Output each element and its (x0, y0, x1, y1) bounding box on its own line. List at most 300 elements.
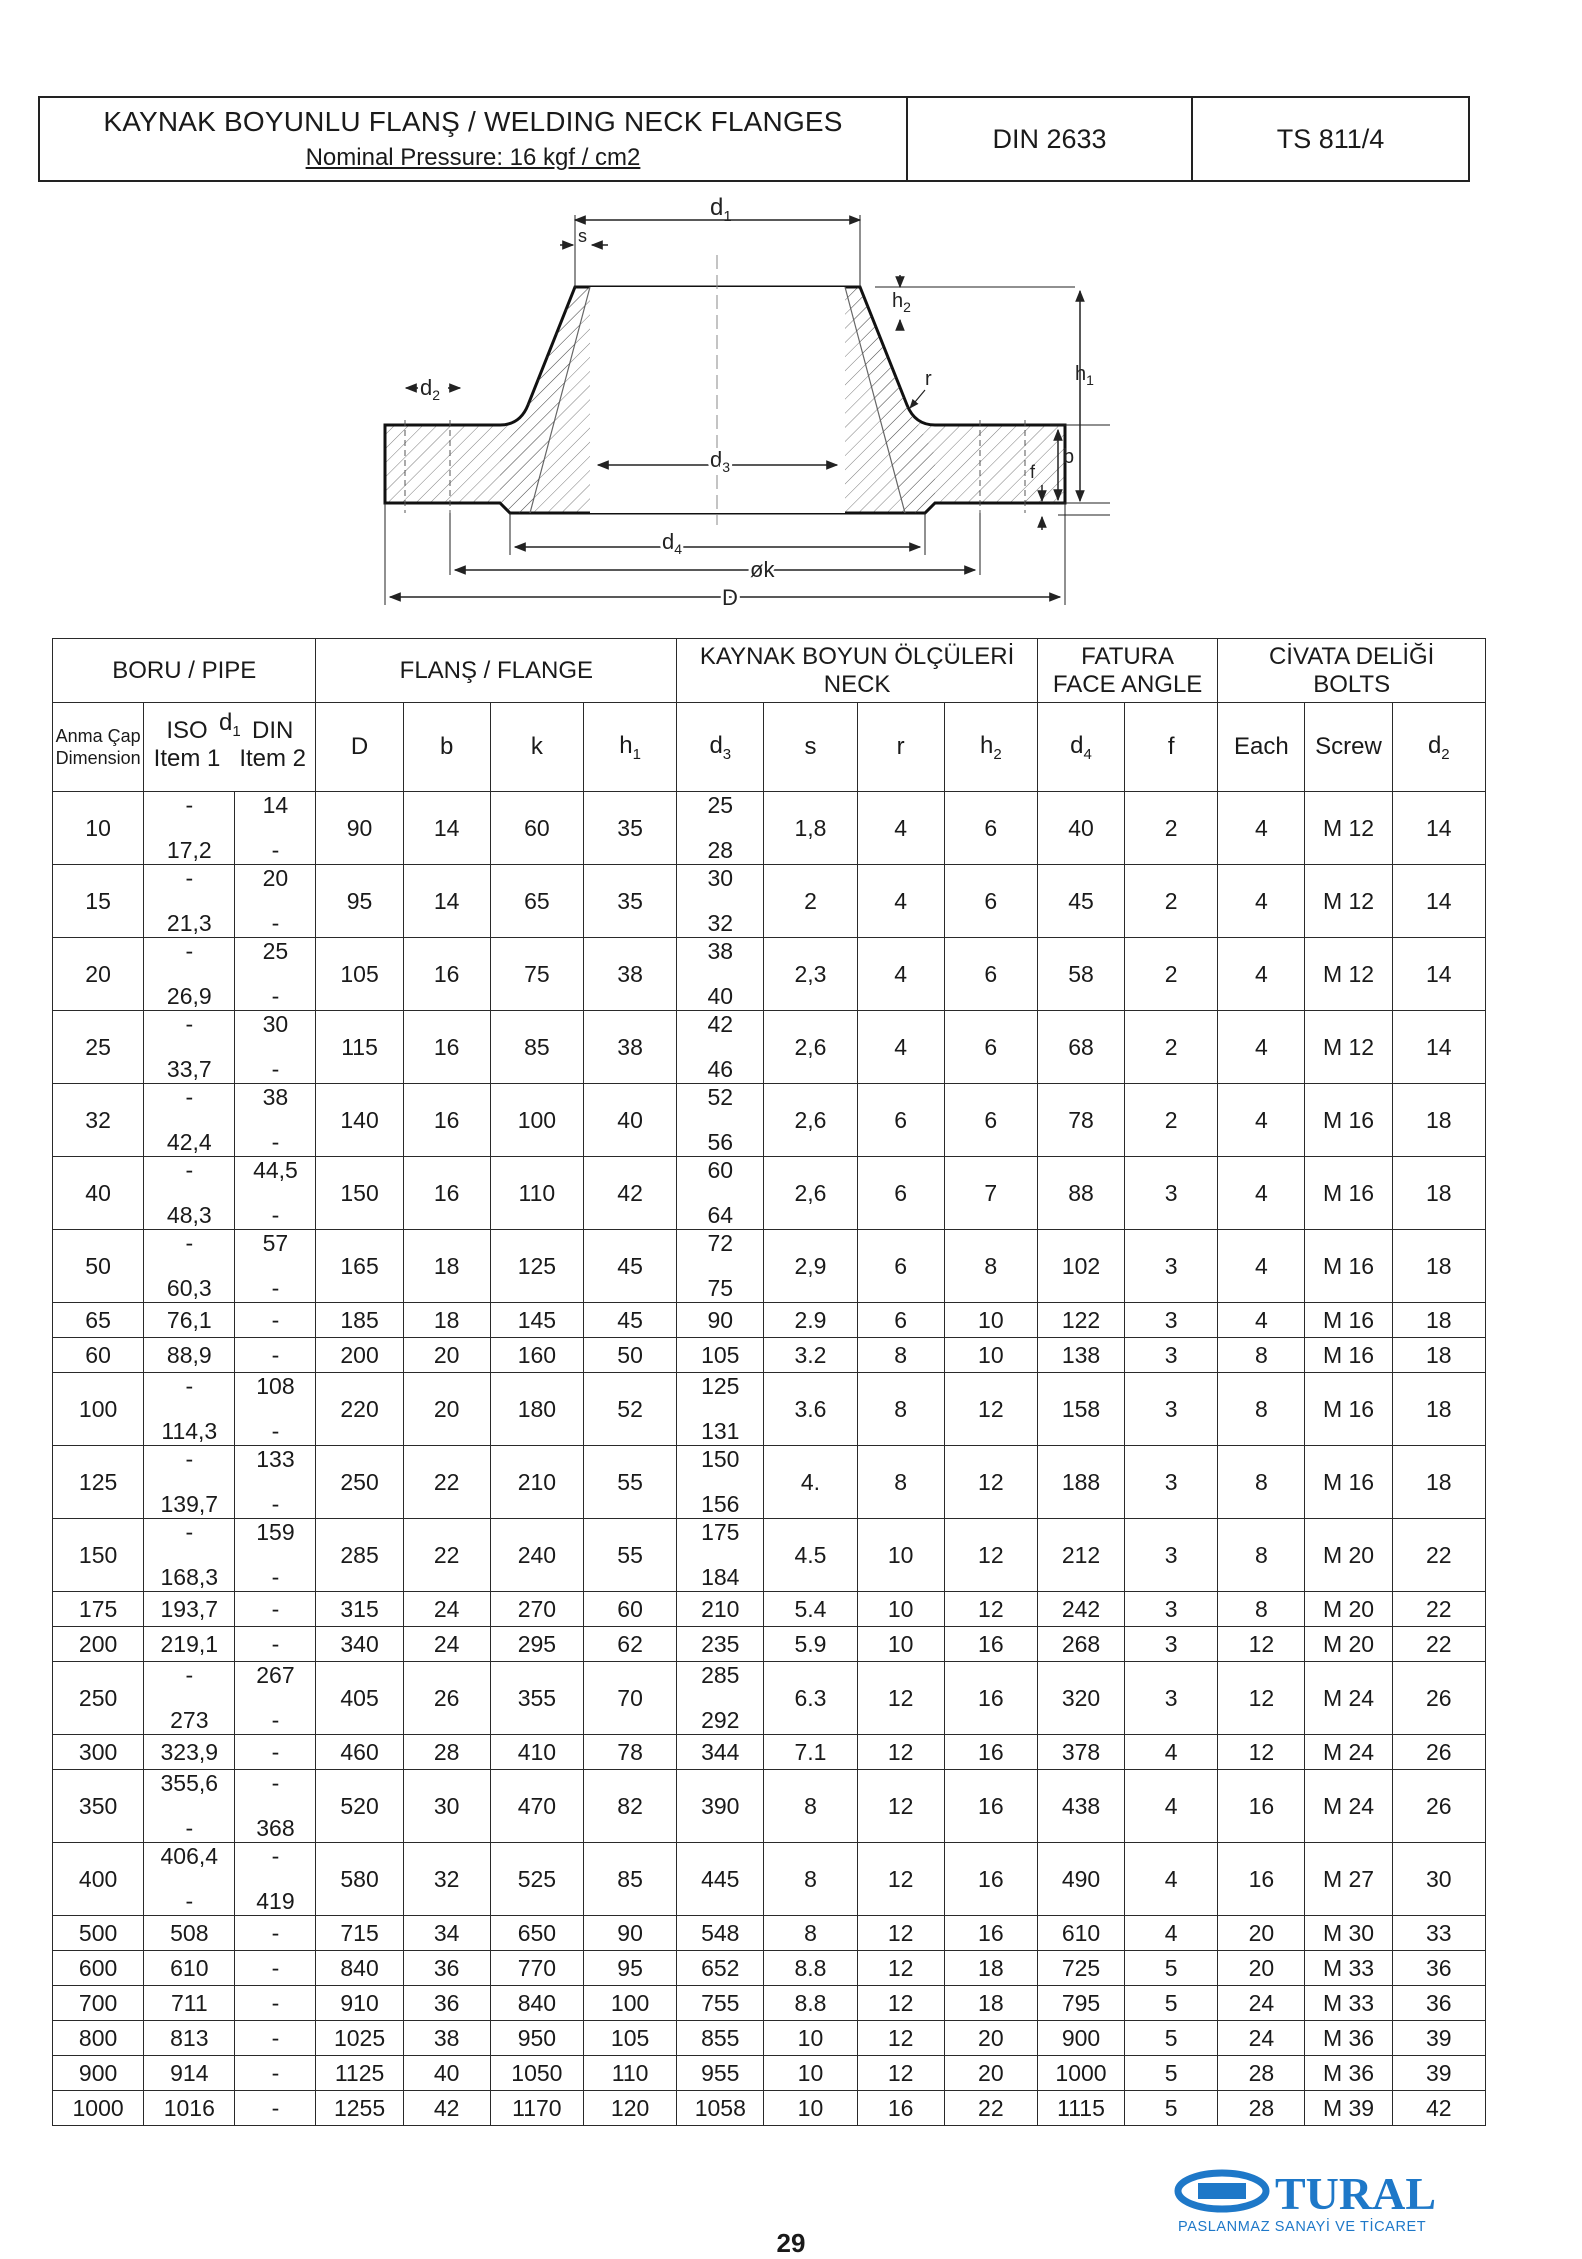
cell-D: 250 (316, 1446, 403, 1519)
cell-D: 90 (316, 792, 403, 865)
cell-din-stack (235, 1157, 315, 1229)
cell-d3: 390 (677, 1770, 764, 1843)
cell-s: 8 (764, 1843, 857, 1916)
cell-screw: M 12 (1305, 1011, 1392, 1084)
cell-D: 460 (316, 1735, 403, 1770)
col-dimension (53, 703, 144, 792)
cell-D: 840 (316, 1951, 403, 1986)
cell-D: 150 (316, 1157, 403, 1230)
cell-iso-top: - (185, 938, 194, 964)
cell-f: 5 (1125, 2021, 1218, 2056)
cell-d3: 210 (677, 1592, 764, 1627)
cell-iso: 508 (144, 1916, 235, 1951)
cell-f: 4 (1125, 1735, 1218, 1770)
cell-screw: M 16 (1305, 1338, 1392, 1373)
cell-d4: 68 (1037, 1011, 1124, 1084)
table-row (53, 1592, 1486, 1627)
cell-d3 (677, 1662, 764, 1735)
d2-subscript: 2 (1441, 745, 1450, 763)
d2-symbol: d (1427, 731, 1442, 759)
group-neck (677, 639, 1038, 703)
cell-each: 4 (1218, 865, 1305, 938)
cell-dn: 25 (53, 1011, 144, 1084)
cell-s: 8 (764, 1916, 857, 1951)
table-row (53, 1986, 1486, 2021)
cell-b: 24 (403, 1592, 490, 1627)
cell-din-stack (235, 1230, 315, 1302)
cell-f: 5 (1125, 2056, 1218, 2091)
cell-d4: 242 (1037, 1592, 1124, 1627)
cell-din-top: 25 (262, 938, 289, 964)
cell-d2: 14 (1392, 938, 1485, 1011)
cell-each: 8 (1218, 1519, 1305, 1592)
col-din: DIN (251, 717, 294, 744)
cell-h1: 110 (583, 2056, 676, 2091)
cell-r: 12 (857, 1662, 944, 1735)
cell-screw: M 16 (1305, 1084, 1392, 1157)
cell-b: 40 (403, 2056, 490, 2091)
cell-r: 6 (857, 1303, 944, 1338)
cell-D: 115 (316, 1011, 403, 1084)
cell-din: - (235, 1338, 316, 1373)
d1-symbol: d (218, 709, 233, 736)
h2-subscript: 2 (993, 745, 1002, 763)
cell-k: 60 (490, 792, 583, 865)
cell-b: 16 (403, 938, 490, 1011)
cell-D: 1125 (316, 2056, 403, 2091)
cell-k: 75 (490, 938, 583, 1011)
cell-k: 355 (490, 1662, 583, 1735)
cell-f: 3 (1125, 1303, 1218, 1338)
cell-iso-bottom: 273 (170, 1707, 209, 1733)
cell-r: 16 (857, 2091, 944, 2126)
cell-s: 7.1 (764, 1735, 857, 1770)
cell-screw: M 16 (1305, 1303, 1392, 1338)
group-face (1037, 639, 1217, 703)
cell-k: 1170 (490, 2091, 583, 2126)
cell-d3-bottom: 131 (701, 1418, 740, 1444)
table-row (53, 1916, 1486, 1951)
cell-d4: 1115 (1037, 2091, 1124, 2126)
cell-iso (144, 792, 235, 865)
cell-iso-stack (144, 1446, 234, 1518)
cell-d4: 795 (1037, 1986, 1124, 2021)
cell-din (235, 792, 316, 865)
cell-k: 525 (490, 1843, 583, 1916)
cell-din-stack (235, 792, 315, 864)
cell-h2: 6 (944, 938, 1037, 1011)
table-row (53, 2021, 1486, 2056)
cell-h2: 6 (944, 1084, 1037, 1157)
cell-f: 3 (1125, 1592, 1218, 1627)
cell-iso-top: - (185, 1084, 194, 1110)
cell-d3-stack (677, 1373, 763, 1445)
cell-D: 1255 (316, 2091, 403, 2126)
col-dimension-en: Dimension (55, 748, 141, 768)
cell-k: 160 (490, 1338, 583, 1373)
cell-b: 16 (403, 1157, 490, 1230)
cell-s: 8.8 (764, 1986, 857, 2021)
cell-r: 12 (857, 1735, 944, 1770)
cell-r: 12 (857, 1986, 944, 2021)
cell-d2: 26 (1392, 1735, 1485, 1770)
cell-h1: 40 (583, 1084, 676, 1157)
cell-each: 12 (1218, 1662, 1305, 1735)
cell-f: 3 (1125, 1446, 1218, 1519)
group-neck-tr: KAYNAK BOYUN ÖLÇÜLERİ (699, 642, 1015, 670)
cell-each: 24 (1218, 2021, 1305, 2056)
cell-din: - (235, 2021, 316, 2056)
cell-b: 36 (403, 1986, 490, 2021)
cell-h1: 38 (583, 938, 676, 1011)
cell-iso-top: - (185, 1157, 194, 1183)
cell-h2: 16 (944, 1662, 1037, 1735)
cell-d3 (677, 1519, 764, 1592)
cell-h2: 12 (944, 1592, 1037, 1627)
tural-logo (1170, 2165, 1492, 2235)
cell-r: 6 (857, 1157, 944, 1230)
cell-each: 4 (1218, 1011, 1305, 1084)
table-row (53, 1084, 1486, 1157)
table-row (53, 1303, 1486, 1338)
cell-b: 26 (403, 1662, 490, 1735)
cell-din-stack (235, 1011, 315, 1083)
cell-d2: 18 (1392, 1446, 1485, 1519)
cell-f: 5 (1125, 1986, 1218, 2021)
cell-d2: 18 (1392, 1157, 1485, 1230)
label-h2: $h_2$ (892, 290, 911, 315)
cell-h2: 10 (944, 1338, 1037, 1373)
cell-din (235, 938, 316, 1011)
cell-each: 4 (1218, 792, 1305, 865)
cell-d2: 22 (1392, 1519, 1485, 1592)
cell-din-bottom: - (271, 1491, 280, 1517)
cell-k: 1050 (490, 2056, 583, 2091)
cell-d3-bottom: 56 (707, 1129, 734, 1155)
cell-D: 200 (316, 1338, 403, 1373)
col-k: k (490, 703, 583, 792)
cell-d3: 344 (677, 1735, 764, 1770)
cell-dn: 500 (53, 1916, 144, 1951)
group-pipe: BORU / PIPE (53, 639, 316, 703)
cell-din: - (235, 2056, 316, 2091)
label-d2: $d_2$ (420, 375, 441, 403)
cell-each: 4 (1218, 1303, 1305, 1338)
cell-d4: 58 (1037, 938, 1124, 1011)
cell-d3: 105 (677, 1338, 764, 1373)
cell-iso: 914 (144, 2056, 235, 2091)
cell-h1: 52 (583, 1373, 676, 1446)
cell-dn: 50 (53, 1230, 144, 1303)
cell-h1: 105 (583, 2021, 676, 2056)
cell-h1: 38 (583, 1011, 676, 1084)
col-iso-item: Item 1 (153, 745, 221, 772)
cell-k: 840 (490, 1986, 583, 2021)
cell-h2: 18 (944, 1951, 1037, 1986)
group-face-en: FACE ANGLE (1052, 670, 1203, 698)
cell-r: 12 (857, 1916, 944, 1951)
cell-h2: 16 (944, 1843, 1037, 1916)
cell-b: 18 (403, 1303, 490, 1338)
cell-each: 20 (1218, 1951, 1305, 1986)
cell-D: 520 (316, 1770, 403, 1843)
cell-din-top: - (271, 1770, 280, 1796)
cell-d4: 490 (1037, 1843, 1124, 1916)
cell-h1: 60 (583, 1592, 676, 1627)
group-bolts-en: BOLTS (1313, 670, 1391, 698)
cell-h1: 62 (583, 1627, 676, 1662)
cell-din-top: 133 (256, 1446, 295, 1472)
cell-b: 24 (403, 1627, 490, 1662)
cell-h2: 16 (944, 1735, 1037, 1770)
cell-iso: 88,9 (144, 1338, 235, 1373)
cell-iso-stack (144, 1230, 234, 1302)
cell-h1: 120 (583, 2091, 676, 2126)
cell-iso: 219,1 (144, 1627, 235, 1662)
cell-D: 185 (316, 1303, 403, 1338)
cell-h2: 12 (944, 1373, 1037, 1446)
cell-h2: 16 (944, 1916, 1037, 1951)
cell-f: 5 (1125, 2091, 1218, 2126)
flange-cross-section (370, 195, 1200, 615)
cell-iso-top: 406,4 (160, 1843, 219, 1869)
cell-d2: 33 (1392, 1916, 1485, 1951)
cell-f: 3 (1125, 1230, 1218, 1303)
cell-din-bottom: - (271, 1275, 280, 1301)
h1-symbol: h (619, 731, 633, 759)
cell-s: 1,8 (764, 792, 857, 865)
cell-dn: 175 (53, 1592, 144, 1627)
cell-r: 12 (857, 1843, 944, 1916)
table-row (53, 2091, 1486, 2126)
cell-s: 8.8 (764, 1951, 857, 1986)
cell-screw: M 36 (1305, 2056, 1392, 2091)
cell-iso-stack (144, 865, 234, 937)
cell-h2: 10 (944, 1303, 1037, 1338)
table-row (53, 1770, 1486, 1843)
cell-f: 5 (1125, 1951, 1218, 1986)
cell-b: 42 (403, 2091, 490, 2126)
cell-d2: 39 (1392, 2056, 1485, 2091)
cell-iso: 76,1 (144, 1303, 235, 1338)
col-r: r (857, 703, 944, 792)
cell-iso: 610 (144, 1951, 235, 1986)
cell-r: 10 (857, 1592, 944, 1627)
cell-k: 770 (490, 1951, 583, 1986)
cell-f: 3 (1125, 1662, 1218, 1735)
table-row (53, 792, 1486, 865)
cell-dn: 65 (53, 1303, 144, 1338)
cell-iso (144, 1230, 235, 1303)
cell-each: 8 (1218, 1373, 1305, 1446)
column-header-row (53, 703, 1486, 792)
cell-d4: 88 (1037, 1157, 1124, 1230)
cell-din-stack (235, 1519, 315, 1591)
cell-dn: 200 (53, 1627, 144, 1662)
cell-each: 8 (1218, 1446, 1305, 1519)
cell-iso-bottom: - (185, 1888, 194, 1914)
cell-dn: 1000 (53, 2091, 144, 2126)
cell-d3: 1058 (677, 2091, 764, 2126)
cell-d3 (677, 1446, 764, 1519)
cell-din-bottom: - (271, 983, 280, 1009)
cell-d2: 22 (1392, 1592, 1485, 1627)
cell-s: 2,3 (764, 938, 857, 1011)
cell-b: 14 (403, 792, 490, 865)
cell-d4: 102 (1037, 1230, 1124, 1303)
table-row (53, 1951, 1486, 1986)
cell-din-stack (235, 938, 315, 1010)
cell-screw: M 12 (1305, 792, 1392, 865)
col-din-item: Item 2 (239, 745, 307, 772)
cell-D: 340 (316, 1627, 403, 1662)
cell-s: 2,9 (764, 1230, 857, 1303)
cell-iso-stack (144, 1843, 234, 1915)
cell-h1: 95 (583, 1951, 676, 1986)
h2-symbol: h (979, 731, 994, 759)
cell-d3-top: 150 (701, 1446, 740, 1472)
cell-d3: 548 (677, 1916, 764, 1951)
cell-r: 10 (857, 1519, 944, 1592)
cell-d3-stack (677, 792, 763, 864)
cell-h1: 70 (583, 1662, 676, 1735)
cell-k: 125 (490, 1230, 583, 1303)
cell-D: 220 (316, 1373, 403, 1446)
group-bolts (1218, 639, 1486, 703)
cell-k: 180 (490, 1373, 583, 1446)
cell-s: 8 (764, 1770, 857, 1843)
cell-k: 100 (490, 1084, 583, 1157)
cell-dn: 60 (53, 1338, 144, 1373)
cell-d3-bottom: 292 (701, 1707, 740, 1733)
cell-iso: 193,7 (144, 1592, 235, 1627)
table-body (53, 792, 1486, 2126)
cell-d3-bottom: 156 (701, 1491, 740, 1517)
cell-d3 (677, 1011, 764, 1084)
cell-dn: 350 (53, 1770, 144, 1843)
cell-d3-bottom: 184 (701, 1564, 740, 1590)
cell-b: 28 (403, 1735, 490, 1770)
cell-screw: M 12 (1305, 938, 1392, 1011)
cell-iso-bottom: 26,9 (166, 983, 212, 1009)
cell-f: 4 (1125, 1916, 1218, 1951)
cell-iso-bottom: - (185, 1815, 194, 1841)
cell-r: 12 (857, 1770, 944, 1843)
cell-din: - (235, 1627, 316, 1662)
cell-screw: M 24 (1305, 1770, 1392, 1843)
cell-din: - (235, 1592, 316, 1627)
cell-d3 (677, 1084, 764, 1157)
label-d4: $d_4$ (662, 529, 683, 557)
cell-din-top: 57 (262, 1230, 289, 1256)
cell-d4: 900 (1037, 2021, 1124, 2056)
cell-din-top: 20 (262, 865, 289, 891)
cell-d4: 268 (1037, 1627, 1124, 1662)
cell-D: 95 (316, 865, 403, 938)
cell-d3-bottom: 64 (707, 1202, 734, 1228)
cell-screw: M 24 (1305, 1735, 1392, 1770)
cell-D: 715 (316, 1916, 403, 1951)
cell-d2: 42 (1392, 2091, 1485, 2126)
cell-D: 910 (316, 1986, 403, 2021)
cell-k: 410 (490, 1735, 583, 1770)
cell-screw: M 39 (1305, 2091, 1392, 2126)
cell-r: 8 (857, 1338, 944, 1373)
cell-k: 240 (490, 1519, 583, 1592)
col-d2 (1392, 703, 1485, 792)
cell-d3 (677, 938, 764, 1011)
cell-din (235, 1662, 316, 1735)
cell-each: 8 (1218, 1592, 1305, 1627)
cell-dn: 10 (53, 792, 144, 865)
cell-din-top: - (271, 1843, 280, 1869)
cell-dn: 100 (53, 1373, 144, 1446)
cell-b: 38 (403, 2021, 490, 2056)
cell-h2: 16 (944, 1770, 1037, 1843)
cell-din-bottom: - (271, 910, 280, 936)
cell-iso-bottom: 60,3 (166, 1275, 212, 1301)
cell-d2: 14 (1392, 792, 1485, 865)
cell-iso-stack (144, 1770, 234, 1842)
d3-symbol: d (709, 731, 723, 759)
cell-r: 4 (857, 865, 944, 938)
cell-h1: 55 (583, 1519, 676, 1592)
cell-iso-bottom: 114,3 (161, 1418, 218, 1444)
cell-dn: 20 (53, 938, 144, 1011)
cell-iso-top: - (185, 1230, 194, 1256)
cell-screw: M 20 (1305, 1519, 1392, 1592)
cell-h1: 85 (583, 1843, 676, 1916)
cell-k: 295 (490, 1627, 583, 1662)
cell-d3-bottom: 40 (707, 983, 734, 1009)
cell-b: 16 (403, 1084, 490, 1157)
cell-iso-bottom: 48,3 (166, 1202, 212, 1228)
cell-D: 1025 (316, 2021, 403, 2056)
cell-iso-stack (144, 1373, 234, 1445)
cell-din-stack (235, 1084, 315, 1156)
d3-subscript: 3 (722, 745, 732, 763)
cell-iso: 1016 (144, 2091, 235, 2126)
cell-s: 2,6 (764, 1157, 857, 1230)
cell-screw: M 16 (1305, 1446, 1392, 1519)
table-row (53, 1843, 1486, 1916)
cell-each: 8 (1218, 1338, 1305, 1373)
col-d1-label (219, 709, 241, 740)
cell-d2: 26 (1392, 1662, 1485, 1735)
cell-h1: 82 (583, 1770, 676, 1843)
cell-f: 2 (1125, 865, 1218, 938)
cell-b: 22 (403, 1519, 490, 1592)
cell-d3 (677, 1373, 764, 1446)
cell-f: 3 (1125, 1373, 1218, 1446)
cell-din (235, 1084, 316, 1157)
cell-d3: 90 (677, 1303, 764, 1338)
cell-iso (144, 1662, 235, 1735)
table-row (53, 1519, 1486, 1592)
cell-iso-stack (144, 1519, 234, 1591)
cell-r: 8 (857, 1446, 944, 1519)
cell-dn: 800 (53, 2021, 144, 2056)
cell-d2: 14 (1392, 865, 1485, 938)
cell-din (235, 865, 316, 938)
cell-iso-top: 355,6 (160, 1770, 219, 1796)
cell-k: 470 (490, 1770, 583, 1843)
cell-dn: 700 (53, 1986, 144, 2021)
cell-dn: 400 (53, 1843, 144, 1916)
cell-screw: M 27 (1305, 1843, 1392, 1916)
label-D: D (722, 585, 738, 610)
cell-d3-top: 25 (707, 792, 734, 818)
